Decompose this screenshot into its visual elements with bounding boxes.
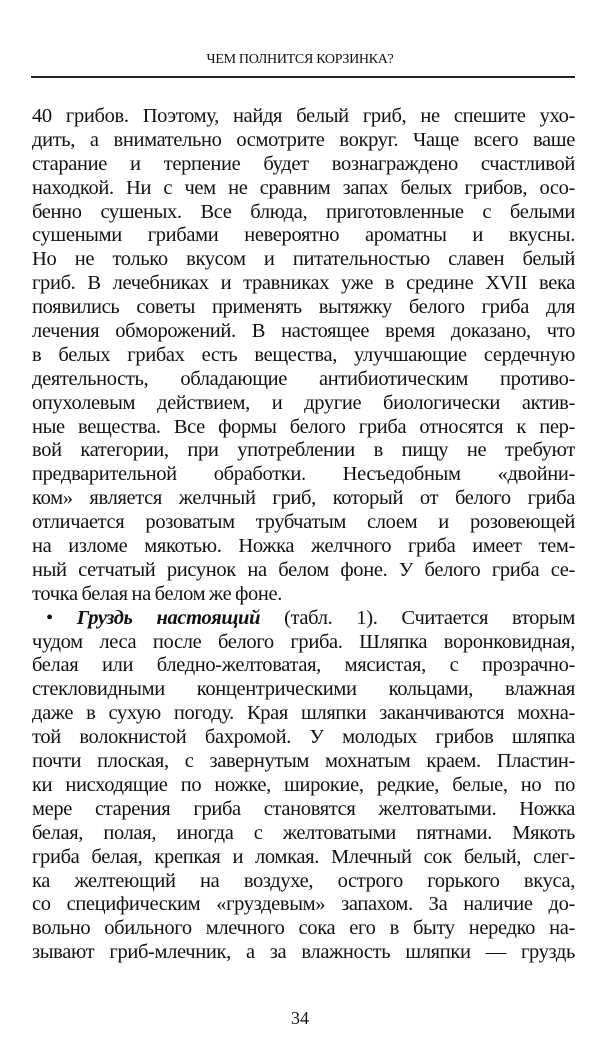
text-line: появились советы применять вытяжку белого гриба для (32, 296, 575, 319)
text-line: предварительной обработки. Несъедобным «двойни- (32, 463, 575, 486)
text-line: зывают гриб-млечник, а за влажность шляпки — груздь (32, 941, 575, 964)
text-line: гриба белая, крепкая и ломкая. Млечный сок белый, слег- (32, 845, 575, 868)
text-line: со специфическим «груздевым» запахом. За наличие до- (32, 893, 575, 916)
text-line: старание и терпение будет вознаграждено счастливой (32, 152, 575, 175)
text-line: ки нисходящие по ножке, широкие, редкие, белые, но по (32, 773, 575, 796)
text-line: в белых грибах есть вещества, улучшающие сердечную (32, 343, 575, 366)
text-line: стекловидными концентрическими кольцами, влажная (32, 678, 575, 701)
text-line: Но не только вкусом и питательностью славен белый (32, 248, 575, 271)
text-line: отличается розоватым трубчатым слоем и розовеющей (32, 511, 575, 534)
first-line-text: (табл. 1). Считается вторым (284, 606, 576, 629)
page-number: 34 (291, 1008, 309, 1028)
text-line: вольно обильного млечного сока его в быту нередко на- (32, 917, 575, 940)
term-heading: Груздь настоящий (76, 606, 261, 629)
text-line: вой категории, при употреблении в пищу не требуют (32, 439, 575, 462)
text-line: той волокнистой бахромой. У молодых грибов шляпка (32, 726, 575, 749)
text-line: дить, а внимательно осмотрите вокруг. Чаще всего ваше (32, 128, 575, 151)
text-line: точка белая на белом же фоне. (32, 582, 283, 605)
text-line: почти плоская, с завернутым мохнатым краем. Пластин- (32, 750, 575, 773)
bullet: • (46, 606, 53, 629)
text-line: ка желтеющий на воздухе, острого горького вкуса, (32, 869, 575, 892)
header-rule (31, 76, 575, 78)
text-line: деятельность, обладающие антибиотическим противо- (32, 367, 575, 390)
text-line: гриб. В лечебниках и травниках уже в средине XVII века (32, 272, 575, 295)
paragraph-first-line (32, 607, 575, 631)
text-line: находкой. Ни с чем не сравним запах белых грибов, осо- (32, 176, 575, 199)
text-line: мере старения гриба становятся желтоватыми. Ножка (32, 797, 575, 820)
running-head: ЧЕМ ПОЛНИТСЯ КОРЗИНКА? (206, 52, 394, 67)
text-line: даже в сухую погоду. Края шляпки заканчиваются мохна- (32, 702, 575, 725)
paragraph-true-milk-cap (32, 607, 575, 965)
text-line: бенно сушеных. Все блюда, приготовленные с белыми (32, 200, 575, 223)
text-line: ком» является желчный гриб, который от белого гриба (32, 487, 575, 510)
text-line: на изломе мякотью. Ножка желчного гриба имеет тем- (32, 535, 575, 558)
text-line: 40 грибов. Поэтому, найдя белый гриб, не спешите ухо- (32, 105, 575, 127)
text-line: ный сетчатый рисунок на белом фоне. У белого гриба се- (32, 558, 575, 581)
page-body (32, 105, 575, 965)
text-line: белая или бледно-желтоватая, мясистая, с прозрачно- (32, 654, 575, 677)
text-line: лечения обморожений. В настоящее время доказано, что (32, 320, 575, 343)
text-line: сушеными грибами невероятно ароматны и вкусны. (32, 224, 575, 247)
text-line: чудом леса после белого гриба. Шляпка воронковидная, (32, 630, 575, 653)
text-line: ные вещества. Все формы белого гриба относятся к пер- (32, 415, 575, 438)
text-line: опухолевым действием, и другие биологически актив- (32, 391, 575, 414)
paragraph-porcini (32, 105, 575, 607)
text-line: белая, полая, иногда с желтоватыми пятнами. Мякоть (32, 821, 575, 844)
